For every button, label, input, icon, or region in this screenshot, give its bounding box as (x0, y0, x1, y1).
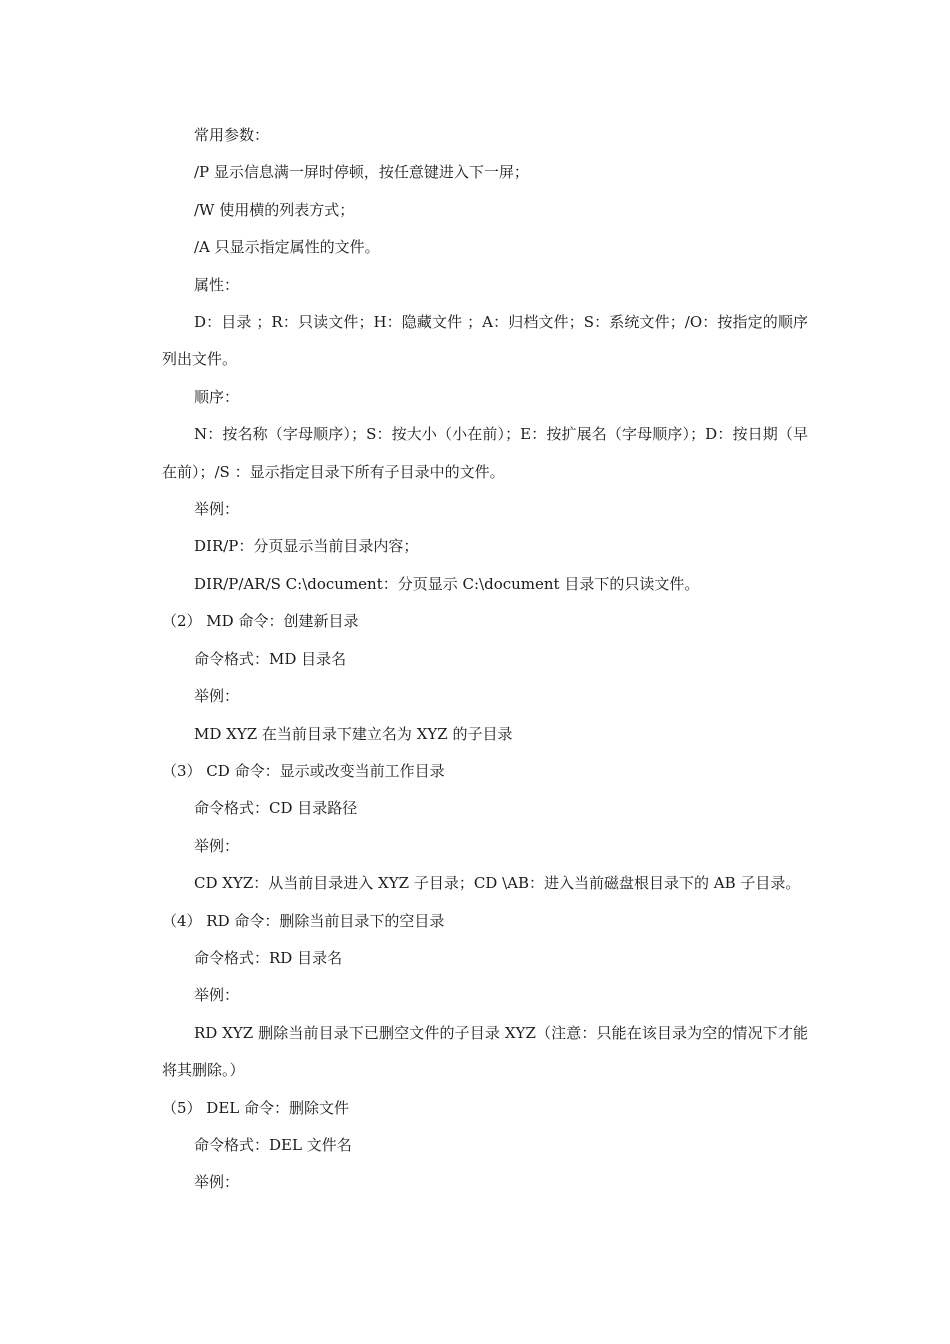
paragraph-example-label-dir: 举例： (194, 500, 240, 519)
paragraph-rd-format: 命令格式：RD 目录名 (194, 948, 343, 967)
paragraph-example-label-cd: 举例： (194, 836, 240, 855)
section-heading-cd: （3） CD 命令：显示或改变当前工作目录 (162, 761, 445, 780)
paragraph-attributes-list: D：目录 ；R：只读文件；H：隐藏文件 ；A：归档文件；S：系统文件；/O：按指定的顺序列出文件。 (162, 313, 808, 369)
document-body (162, 117, 808, 1202)
paragraph-example-label-md: 举例： (194, 687, 240, 706)
paragraph-example-md: MD XYZ 在当前目录下建立名为 XYZ 的子目录 (194, 724, 513, 743)
paragraph-example-rd: RD XYZ 删除当前目录下已删空文件的子目录 XYZ（注意：只能在该目录为空的情况下才能将其删除。） (162, 1023, 808, 1080)
paragraph-order-list: N：按名称（字母顺序）；S：按大小（小在前）；E：按扩展名（字母顺序）；D：按日期（早在前）；/S ：显示指定目录下所有子目录中的文件。 (162, 425, 808, 481)
paragraph-common-params: 常用参数： (194, 126, 270, 144)
paragraph-example-dir-p: DIR/P：分页显示当前目录内容； (194, 537, 419, 556)
paragraph-example-label-del: 举例： (194, 1173, 240, 1192)
paragraph-param-p: /P 显示信息满一屏时停顿，按任意键进入下一屏； (194, 163, 529, 182)
paragraph-order-label: 顺序： (194, 387, 240, 406)
paragraph-example-label-rd: 举例： (194, 986, 240, 1005)
section-heading-rd: （4） RD 命令：删除当前目录下的空目录 (162, 911, 445, 930)
paragraph-cd-format: 命令格式：CD 目录路径 (194, 799, 358, 818)
section-heading-md: （2） MD 命令：创建新目录 (162, 612, 359, 631)
paragraph-example-dir-par: DIR/P/AR/S C:\document：分页显示 C:\document 目录下的只读文件。 (194, 574, 700, 593)
paragraph-param-a: /A 只显示指定属性的文件。 (194, 238, 380, 257)
paragraph-param-w: /W 使用横的列表方式； (194, 200, 355, 219)
paragraph-attributes-label: 属性： (194, 275, 240, 294)
paragraph-example-cd: CD XYZ：从当前目录进入 XYZ 子目录；CD \AB：进入当前磁盘根目录下的 AB 子目录。 (194, 874, 801, 893)
paragraph-md-format: 命令格式：MD 目录名 (194, 649, 347, 668)
section-heading-del: （5） DEL 命令：删除文件 (162, 1098, 350, 1117)
paragraph-del-format: 命令格式：DEL 文件名 (194, 1135, 352, 1154)
